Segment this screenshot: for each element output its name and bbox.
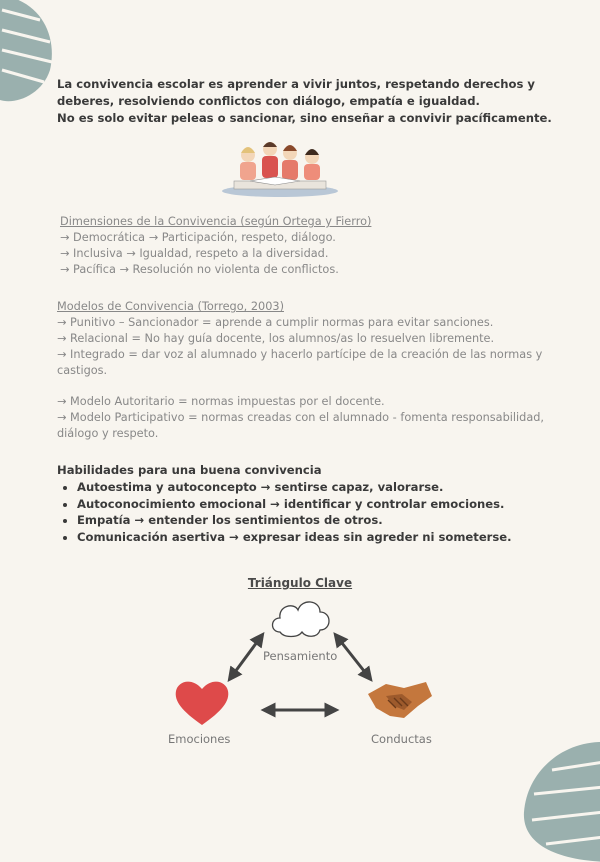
handshake-icon [364,676,434,722]
intro-line-2: No es solo evitar peleas o sancionar, sino enseñar a convivir pacíficamente. [57,111,552,125]
models-title: Modelos de Convivencia (Torrego, 2003) [57,300,284,313]
triangle-arrows [220,628,380,728]
monstera-leaf-top-left-icon [0,0,60,110]
habit-item: • Autoconocimiento emocional → identificar y controlar emociones. [77,496,512,513]
heart-icon [172,677,232,727]
intro-text [57,76,557,127]
habits-title: Habilidades para una buena convivencia [57,463,322,477]
model-item: → Integrado = dar voz al alumnado y hacerlo partícipe de la creación de las normas y castigos. [57,348,543,377]
habit-item: • Comunicación asertiva → expresar ideas sin agreder ni someterse. [77,529,512,546]
model-item: → Modelo Participativo = normas creadas con el alumnado - fomenta responsabilidad, diálogo y respeto. [57,411,545,440]
triangle-title: Triángulo Clave [247,576,353,590]
model-item: → Punitivo – Sancionador = aprende a cumplir normas para evitar sanciones. [57,316,494,329]
model-item: → Modelo Autoritario = normas impuestas por el docente. [57,395,385,408]
dimensions-section [60,214,371,278]
arrow-emociones-pensamiento [232,638,260,676]
models-secondary-section [57,394,547,442]
arrow-pensamiento-conductas [338,638,368,676]
dimensions-title: Dimensiones de la Convivencia (según Ortega y Fierro) [60,215,372,228]
habits-section [57,462,512,545]
habit-item: • Empatía → entender los sentimientos de otros. [77,512,512,529]
conductas-label: Conductas [371,732,432,746]
dimension-item: → Democrática → Participación, respeto, diálogo. [60,231,336,244]
habit-item: • Autoestima y autoconcepto → sentirse capaz, valorarse. [77,479,512,496]
dimension-item: → Pacífica → Resolución no violenta de conflictos. [60,263,339,276]
habits-list [57,479,512,545]
pensamiento-label: Pensamiento [263,649,338,663]
model-item: → Relacional = No hay guía docente, los alumnos/as lo resuelven libremente. [57,332,495,345]
intro-line-1: La convivencia escolar es aprender a vivir juntos, respetando derechos y deberes, resolviendo conflictos con diálogo, empatía e igualdad. [57,77,535,108]
models-section [57,299,547,379]
dimension-item: → Inclusiva → Igualdad, respeto a la diversidad. [60,247,329,260]
students-reading-illustration [220,137,340,199]
emociones-label: Emociones [168,732,231,746]
monstera-leaf-bottom-right-icon [512,732,600,862]
